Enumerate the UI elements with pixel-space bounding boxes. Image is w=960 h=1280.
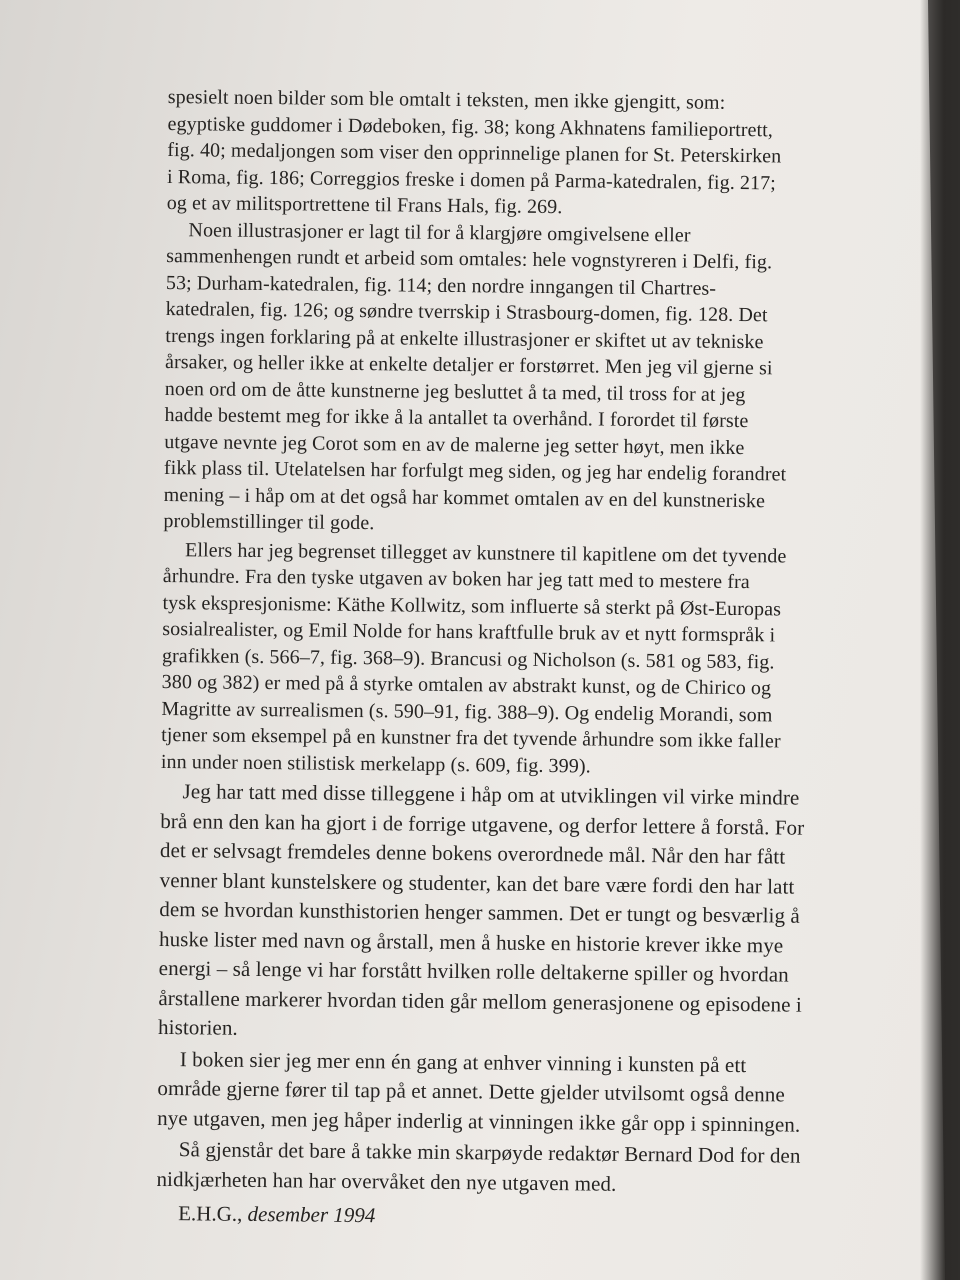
text-line: Magritte av surrealismen (s. 590–91, fig. 388–9). Og endelig Morandi, som [161,697,773,726]
signoff-initials: E.H.G., [178,1201,243,1226]
text-line: fikk plass til. Utelatelsen har forfulgt meg siden, og jeg har endelig forandret [163,456,787,486]
text-line: grafikken (s. 566–7, fig. 368–9). Brancusi og Nicholson (s. 581 og 583, fig. [161,644,775,673]
text-line: Så gjenstår det bare å takke min skarpøyde redaktør Bernard Dod for den [178,1137,801,1168]
text-line: katedralen, fig. 126; og søndre tverrskip i Strasbourg-domen, fig. 128. Det [165,297,768,327]
text-line: energi – så lenge vi har forstått hvilken rolle deltakerne spiller og hvordan [158,955,789,987]
paragraph-4 [158,777,891,1050]
text-line: 380 og 382) er med på å styrke omtalen av abstrakt kunst, og de Chirico og [161,670,772,700]
text-line: Jeg har tatt med disse tilleggene i håp om at utviklingen vil virke mindre [182,779,800,810]
text-line: tjener som eksempel på en kunstner fra det tyvende århundre som ikke faller [161,723,781,753]
text-line: utgave nevnte jeg Corot som en av de malerne jeg setter høyt, men ikke [164,430,745,459]
text-line: nye utgaven, men jeg håper inderlig at vinningen ikke går opp i spinningen. [157,1105,801,1137]
text-line: og et av militsportrettene til Frans Hals, fig. 269. [166,191,563,219]
text-line: i Roma, fig. 186; Correggios freske i domen på Parma-katedralen, fig. 217; [166,165,777,194]
text-line: område gjerne fører til tap på et annet. Dette gjelder utvilsomt også denne [157,1075,785,1107]
paragraph-1 [167,84,898,224]
text-line: sammenhengen rundt et arbeid som omtales: hele vognstyreren i Delfi, fig. [166,244,773,274]
text-line: sosialrealister, og Emil Nolde for hans kraftfulle bruk av et nytt formspråk i [162,617,776,647]
text-line: huske lister med navn og årstall, men å huske en historie krever ikke mye [158,926,784,957]
page-text [156,84,898,1236]
text-line: problemstillinger til gode. [163,509,375,535]
text-line: spesielt noen bilder som ble omtalt i teksten, men ikke gjengitt, som: [167,85,726,114]
text-line: inn under noen stilistisk merkelapp (s. 609, fig. 399). [160,750,591,777]
text-line: Ellers har jeg begrenset tillegget av kunstnere til kapitlene om det tyvende [185,538,787,568]
text-line: det er selvsagt fremdeles denne bokens overordnede mål. Når den har fått [159,837,786,869]
text-line: årsaker, og heller ikke at enkelte detaljer er forstørret. Men jeg vil gjerne si [164,350,773,380]
text-line: mening – i håp om at det også har kommet omtalen av en del kunstneriske [163,483,766,512]
text-line: tysk ekspresjonisme: Käthe Kollwitz, som influerte så sterkt på Øst-Europas [162,591,782,620]
paragraph-6 [156,1135,887,1202]
paragraph-2 [163,216,896,542]
text-line: noen ord om de åtte kunstnerne jeg besluttet å ta med, til tross for at jeg [164,377,746,406]
page-edge-shadow [920,0,960,1280]
text-line: trengs ingen forklaring på at enkelte illustrasjoner er skiftet ut av tekniske [165,324,764,353]
text-line: hadde bestemt meg for ikke å la antallet ta overhånd. I forordet til første [164,403,749,433]
text-line: I boken sier jeg mer enn én gang at enhver vinning i kunsten på ett [179,1046,747,1077]
text-line: århundre. Fra den tyske utgaven av boken har jeg tatt med to mestere fra [162,564,750,594]
lower-text [156,777,891,1236]
signoff-date: desember 1994 [247,1201,376,1228]
text-line: Noen illustrasjoner er lagt til for å klargjøre omgivelsene eller [188,218,691,246]
text-line: egyptiske guddomer i Dødeboken, fig. 38; kong Akhnatens familieportrett, [167,112,774,141]
text-line: venner blant kunstelskere og studenter, kan det bare være fordi den har latt [159,867,795,899]
paragraph-3 [161,536,893,782]
text-line: fig. 40; medaljongen som viser den opprinnelige planen for St. Peterskirken [167,138,782,168]
text-line: 53; Durham-katedralen, fig. 114; den nordre inngangen til Chartres- [165,271,717,300]
text-line: brå enn den kan ha gjort i de forrige utgavene, og derfor lettere å forstå. For [160,808,805,840]
text-line: dem se hvordan kunsthistorien henger sammen. Det er tungt og besværlig å [159,896,801,928]
text-line: årstallene markerer hvordan tiden går mellom generasjonene og episodene i [158,985,802,1017]
paragraph-5 [157,1044,888,1140]
text-line: historien. [157,1014,238,1040]
text-line: nidkjærheten han har overvåket den nye utgaven med. [156,1166,617,1196]
